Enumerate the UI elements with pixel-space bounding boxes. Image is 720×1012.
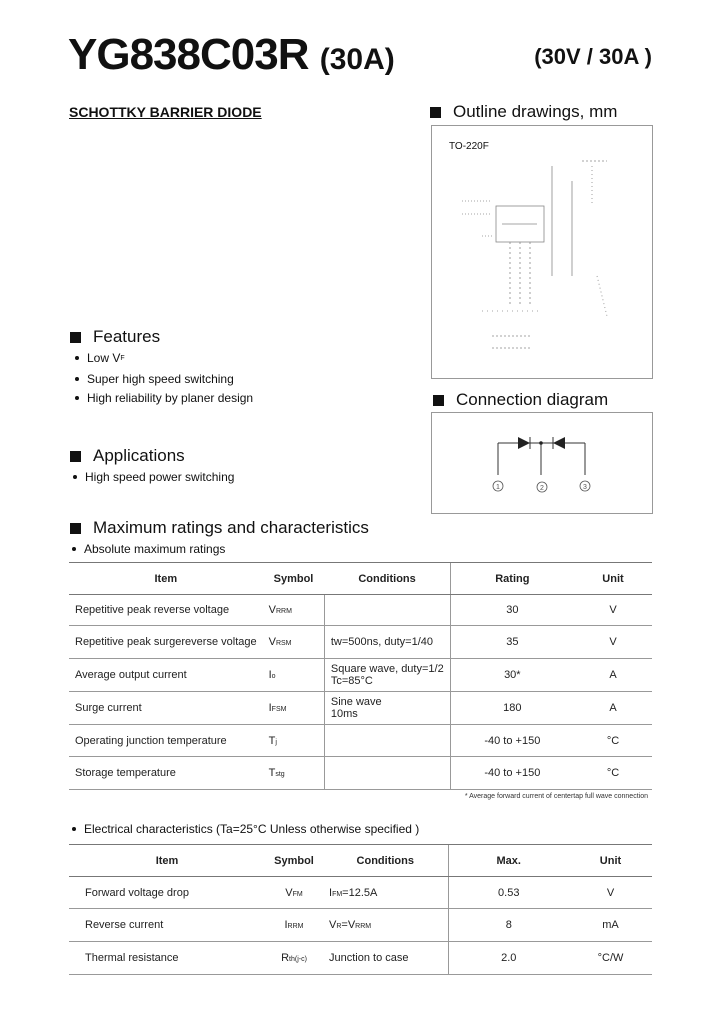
table-row: Repetitive peak surgereverse voltage VRSM tw=500ns, duty=1/40 35 V [69, 626, 652, 659]
pin-2-label: 2 [540, 485, 544, 492]
device-type: SCHOTTKY BARRIER DIODE [69, 104, 262, 120]
absolute-ratings-table [69, 562, 652, 790]
pin-1-label: 1 [496, 484, 500, 491]
table-row: Thermal resistance Rth(j-c) Junction to case 2.0 °C/W [69, 942, 652, 975]
bullet-icon [72, 827, 76, 831]
square-bullet-icon [430, 107, 441, 118]
bullet-icon [72, 547, 76, 551]
pin-3-label: 3 [583, 484, 587, 491]
square-bullet-icon [70, 523, 81, 534]
dual-diode-schematic [432, 413, 652, 513]
bullet-icon [75, 377, 79, 381]
feature-item: Low V F [75, 351, 125, 365]
electrical-characteristics-table [69, 844, 652, 975]
ratings-heading: Maximum ratings and characteristics [70, 518, 369, 538]
outline-drawing-box [431, 125, 653, 379]
table-header-row: Item Symbol Conditions Max. Unit [69, 845, 652, 877]
applications-heading: Applications [70, 446, 185, 466]
square-bullet-icon [70, 451, 81, 462]
bullet-icon [73, 475, 77, 479]
table-row: Repetitive peak reverse voltage VRRM 30 V [69, 595, 652, 626]
square-bullet-icon [70, 332, 81, 343]
table-row: Surge current IFSM Sine wave 10ms 180 A [69, 692, 652, 725]
ratings-footnote: * Average forward current of centertap full wave connection [464, 793, 648, 800]
application-item: High speed power switching [73, 470, 234, 484]
feature-item: High reliability by planer design [75, 391, 253, 405]
table-row: Operating junction temperature Tj -40 to +150 °C [69, 725, 652, 757]
absolute-ratings-subheading: Absolute maximum ratings [72, 542, 225, 556]
table-row: Forward voltage drop VFM IFM=12.5A 0.53 V [69, 877, 652, 909]
table-header-row: Item Symbol Conditions Rating Unit [69, 563, 652, 595]
electrical-heading: Electrical characteristics (Ta=25°C Unless otherwise specified ) [72, 822, 419, 836]
table-row: Average output current Io Square wave, duty=1/2 Tc=85°C 30* A [69, 659, 652, 692]
features-heading: Features [70, 327, 160, 347]
part-current: (30A) [319, 43, 395, 76]
package-outline-drawing [432, 126, 652, 378]
table-row: Reverse current IRRM VR=VRRM 8 mA [69, 909, 652, 942]
part-number: YG838C03R [68, 30, 309, 79]
outline-heading: Outline drawings, mm [430, 102, 617, 122]
connection-diagram-box [431, 412, 653, 514]
part-title [68, 30, 395, 80]
bullet-icon [75, 356, 79, 360]
connection-heading: Connection diagram [433, 390, 608, 410]
square-bullet-icon [433, 395, 444, 406]
rating-summary: (30V / 30A ) [534, 44, 652, 69]
package-label: TO-220F [449, 141, 489, 152]
table-row: Storage temperature Tstg -40 to +150 °C [69, 757, 652, 790]
bullet-icon [75, 396, 79, 400]
feature-item: Super high speed switching [75, 372, 234, 386]
